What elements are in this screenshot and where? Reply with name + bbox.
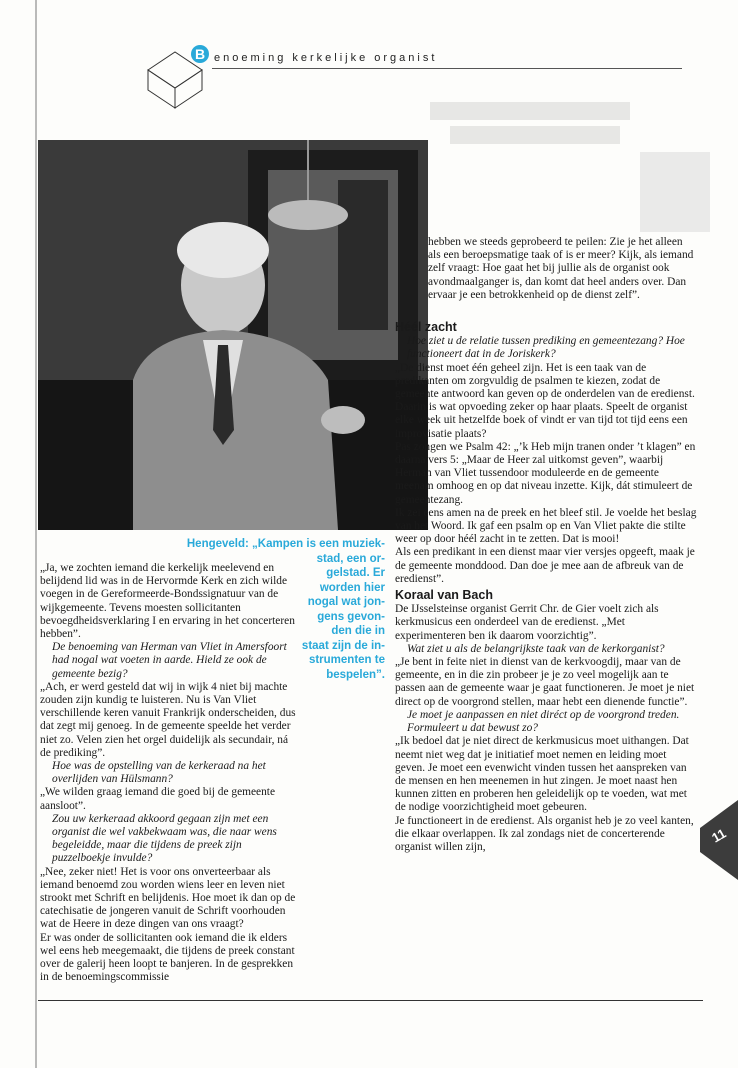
caption-line: strumenten te	[308, 654, 385, 666]
caption-line: worden hier	[319, 581, 385, 594]
interview-question: Wat ziet u als de belangrijkste taak van de kerkorganist?	[407, 642, 665, 655]
paragraph: Als een predikant in een dienst maar vier versjes opgeeft, maak je de gemeente monddood. Dan doe je mee aan de afbreuk van de eredienst”.	[395, 546, 695, 585]
paragraph: „Nee, zeker niet! Het is voor ons onverteerbaar als iemand benoemd zou worden wiens leer en leven niet strookt met Schrift en belijdenis. Hoe moet ik dan op de catechisatie de jongeren vanuit de Schrift voorhouden wat de Heere in deze dingen van ons vraagt?	[40, 865, 296, 931]
caption-line: staat zijn de in-	[301, 639, 385, 652]
section-heading: Héél zacht	[395, 320, 457, 334]
header-title: enoeming kerkelijke organist	[214, 52, 438, 64]
caption-line: stad, een or-	[316, 552, 385, 565]
left-margin-rule	[0, 0, 38, 1068]
section-heading: Koraal van Bach	[395, 588, 493, 603]
caption-line: den die in	[331, 625, 385, 637]
paragraph: „Ja, we zochten iemand die kerkelijk meelevend en belijdend lid was in de Hervormde Kerk en zich wilde voegen in de Gereformeerde-Bondssignatuur van de wijkgemeente. Tevens moesten sollicitanten bevoegdheidsverklaring I en ervaring in het concerteren hebben”.	[40, 562, 295, 641]
caption-line: bespelen”.	[326, 668, 385, 681]
paragraph: hebben we steeds geprobeerd te peilen: Zie je het alleen als een beroepsmatige taak of is er meer? Kijk, als iemand zelf vraagt: Hoe gaat het bij jullie als de organist ook avondmaalganger is, dan komt dat heel anders over. Dan ervaar je een betrokkenheid op de dienst zelf”.	[428, 236, 694, 301]
paragraph: „Je bent in feite niet in dienst van de kerkvoogdij, maar van de gemeente, en in die zin probeer je je zo veel mogelijk aan te passen aan de gemeente waar je gaat functioneren. Je moet je niet direct op de voorgrond stellen, maar hebt een dienende functie”.	[395, 656, 695, 708]
interview-question: Hoe was de opstelling van de kerkeraad na het overlijden van Hülsmann?	[52, 760, 266, 786]
page-number: 11	[709, 825, 729, 846]
caption-line: Hengeveld: „Kampen is een muziek-	[186, 538, 385, 550]
interview-question: Zou uw kerkeraad akkoord gegaan zijn met een organist die wel vakbekwaam was, die naar wens begeleidde, maar die tijdens de preek zijn puzzelboekje invulde?	[52, 812, 277, 865]
caption-line: gens gevon-	[317, 610, 385, 623]
caption-line: nogal wat jon-	[307, 596, 385, 608]
magazine-logo	[140, 40, 210, 110]
paragraph: „We wilden graag iemand die goed bij de gemeente aansloot”.	[40, 786, 276, 812]
paragraph: Pas zongen we Psalm 42: „’k Heb mijn tranen onder ’t klagen” en daarna vers 5: „Maar de Heer zal uitkomst geven”, waarbij Herman van Vliet tussendoor moduleerde en de gemeente meenam omhoog en op dat niveau inzette. Kijk, dát stimuleert de gemeentezang.	[395, 440, 696, 506]
interview-question: Hoe ziet u de relatie tussen prediking en gemeentezang? Hoe functioneert dat in de Joriskerk?	[407, 335, 685, 361]
logo-letter: B	[195, 46, 206, 62]
right-column	[395, 318, 697, 854]
show-through-graphic	[420, 92, 720, 242]
left-column	[40, 562, 298, 985]
paragraph: Ik zei eens amen na de preek en het bleef stil. Je voelde het beslag van het Woord. Ik gaf een psalm op en Van Vliet pakte die stilte weer op door héél zacht in te zetten. Dat is mooi!	[395, 506, 697, 546]
paragraph: De IJsselsteinse organist Gerrit Chr. de Gier voelt zich als kerkmusicus een onderdeel van de eredienst. „Met experimenteren ben ik daarom voorzichtig”.	[395, 603, 659, 642]
top-right-column	[428, 236, 698, 302]
caption-line: gelstad. Er	[326, 567, 385, 579]
interview-question: Je moet je aanpassen en niet diréct op de voorgrond treden. Formuleert u dat bewust zo?	[407, 708, 680, 735]
paragraph: Je functioneert in de eredienst. Als organist heb je zo veel kanten, die elkaar overlappen. Ik zal zondags niet de concerterende organist willen zijn,	[395, 814, 694, 853]
organist-photo	[38, 140, 428, 530]
paragraph: „Ach, er werd gesteld dat wij in wijk 4 niet bij machte zouden zijn kundig te luisteren. Nu is Van Vliet verschillende keren vanuit Frankrijk onderscheiden, dus dat zegt mij genoeg. In de gemeente speelde het verder niet zo. Velen zien het orgel duidelijk als secundair, ná de prediking”.	[40, 680, 296, 759]
header-rule	[212, 68, 682, 69]
paragraph: „Ik bedoel dat je niet direct de kerkmusicus moet uithangen. Dat neemt niet weg dat je initiatief moet nemen en leiding moet geven. Je moet een evenwicht vinden tussen het aanspreken van de mensen en hen meenemen in hut zingen. Je moet naast hen kunnen zitten en proberen hen geleidelijk op te voeden, wat met de nodige voorzichtigheid moet gebeuren.	[395, 735, 689, 814]
bottom-rule	[38, 1000, 703, 1001]
paragraph: Er was onder de sollicitanten ook iemand die ik elders wel eens heb meegemaakt, die tijdens de preek constant over de galerij heen loopt te banjeren. In de gesprekken in de benoemingscommissie	[40, 931, 295, 984]
interview-question: De benoeming van Herman van Vliet in Amersfoort had nogal wat voeten in aarde. Hield ze ook de gemeente bezig?	[52, 641, 287, 680]
paragraph: „De dienst moet één geheel zijn. Het is een taak van de predikanten om zorgvuldig de psalmen te kiezen, zodat de gemeente antwoord kan geven op de onderdelen van de eredienst. Daarin is wat opvoeding zeker op haar plaats. Speelt de organist elke week uit hetzelfde boek of vindt er van tijd tot tijd eens een improvisatie plaats?	[395, 361, 695, 440]
